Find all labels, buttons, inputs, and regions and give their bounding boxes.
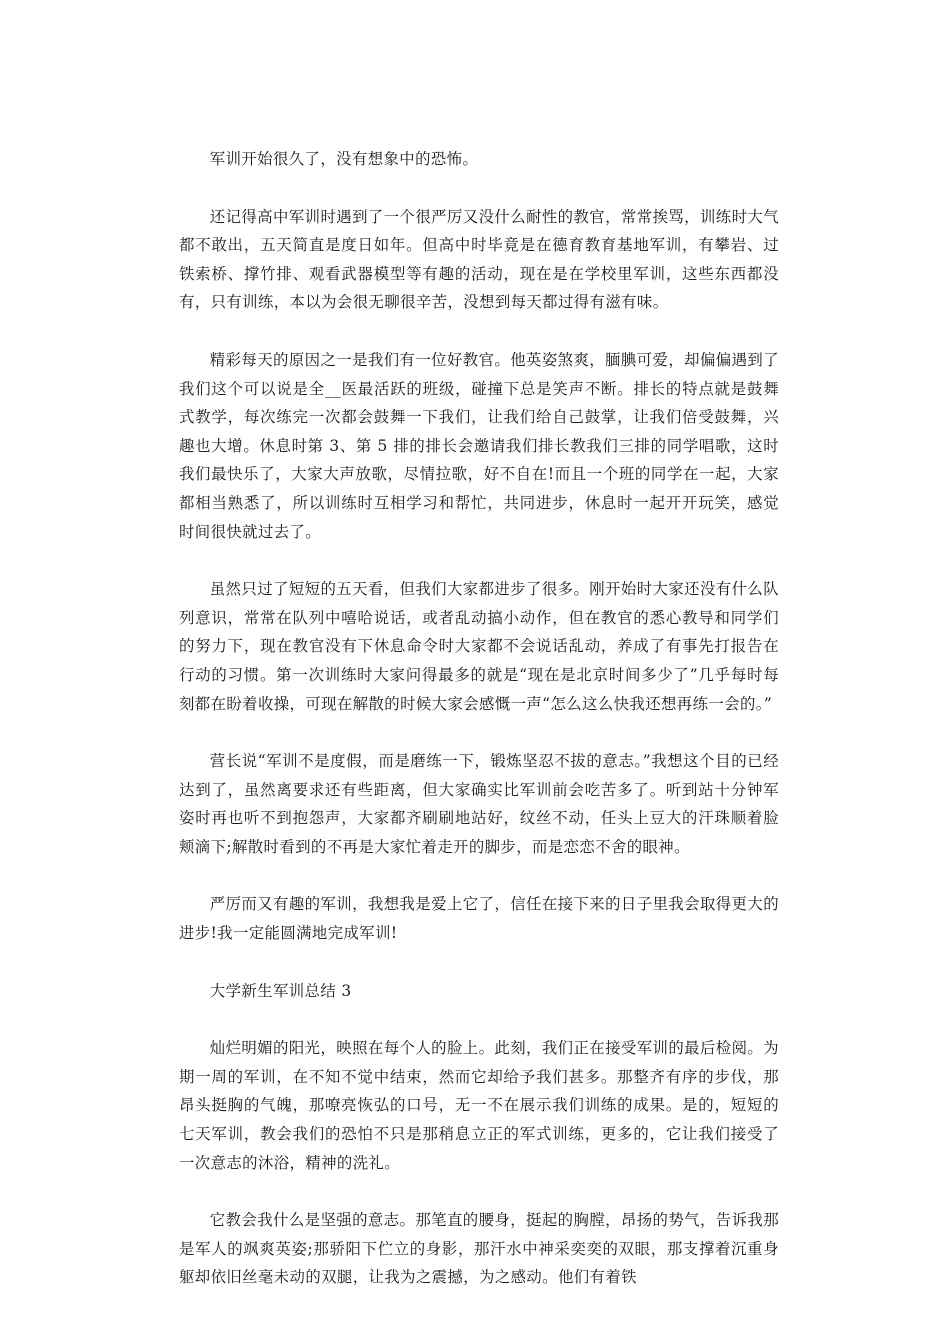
paragraph-2: 还记得高中军训时遇到了一个很严厉又没什么耐性的教官，常常挨骂，训练时大气都不敢出，五天简直是度日如年。但高中时毕竟是在德育教育基地军训，有攀岩、过铁索桥、撑竹排、观看武器模型等有趣的活动，现在是在学校里军训，这些东西都没有，只有训练，本以为会很无聊很辛苦，没想到每天都过得有滋有味。 (179, 207, 779, 312)
section-heading: 大学新生军训总结 3 (209, 981, 352, 1000)
paragraph-6: 严厉而又有趣的军训，我想我是爱上它了，信任在接下来的日子里我会取得更大的进步!我一定能圆满地完成军训! (179, 895, 779, 943)
paragraph-8: 它教会我什么是坚强的意志。那笔直的腰身，挺起的胸膛，昂扬的势气，告诉我那是军人的飒爽英姿;那骄阳下伫立的身影，那汗水中神采奕奕的双眼，那支撑着沉重身躯却依旧丝毫未动的双腿，让我为之震撼，为之感动。他们有着铁 (179, 1211, 779, 1287)
paragraph-7: 灿烂明媚的阳光，映照在每个人的脸上。此刻，我们正在接受军训的最后检阅。为期一周的军训，在不知不觉中结束，然而它却给予我们甚多。那整齐有序的步伐，那昂头挺胸的气魄，那嘹亮恢弘的口号，无一不在展示我们训练的成果。是的，短短的七天军训，教会我们的恐怕不只是那稍息立正的军式训练，更多的，它让我们接受了一次意志的沐浴，精神的洗礼。 (179, 1039, 779, 1172)
paragraph-1: 军训开始很久了，没有想象中的恐怖。 (209, 150, 479, 168)
paragraph-4: 虽然只过了短短的五天看，但我们大家都进步了很多。刚开始时大家还没有什么队列意识，常常在队列中嘻哈说话，或者乱动搞小动作，但在教官的悉心教导和同学们的努力下，现在教官没有下休息命令时大家都不会说话乱动，养成了有事先打报告在行动的习惯。第一次训练时大家问得最多的就是“现在是北京时间多少了”几乎每时每刻都在盼着收操，可现在解散的时候大家会感慨一声“怎么这么快我还想再练一会的。” (179, 580, 779, 713)
document-body (179, 145, 779, 1292)
paragraph-3: 精彩每天的原因之一是我们有一位好教官。他英姿煞爽，腼腆可爱，却偏偏遇到了我们这个可以说是全__医最活跃的班级，碰撞下总是笑声不断。排长的特点就是鼓舞式教学，每次练完一次都会鼓舞一下我们，让我们给自己鼓掌，让我们倍受鼓舞，兴趣也大增。休息时第 3、第 5 排的排长会邀请我们排长教我们三排的同学唱歌，这时我们最快乐了，大家大声放歌，尽情拉歌，好不自在!而且一个班的同学在一起，大家都相当熟悉了，所以训练时互相学习和帮忙，共同进步，休息时一起开开玩笑，感觉时间很快就过去了。 (179, 350, 779, 541)
paragraph-5: 营长说“军训不是度假，而是磨练一下，锻炼坚忍不拔的意志。”我想这个目的已经达到了，虽然离要求还有些距离，但大家确实比军训前会吃苦多了。听到站十分钟军姿时再也听不到抱怨声，大家都齐刷刷地站好，纹丝不动，任头上豆大的汗珠顺着脸颊滴下;解散时看到的不再是大家忙着走开的脚步，而是恋恋不舍的眼神。 (179, 752, 779, 856)
